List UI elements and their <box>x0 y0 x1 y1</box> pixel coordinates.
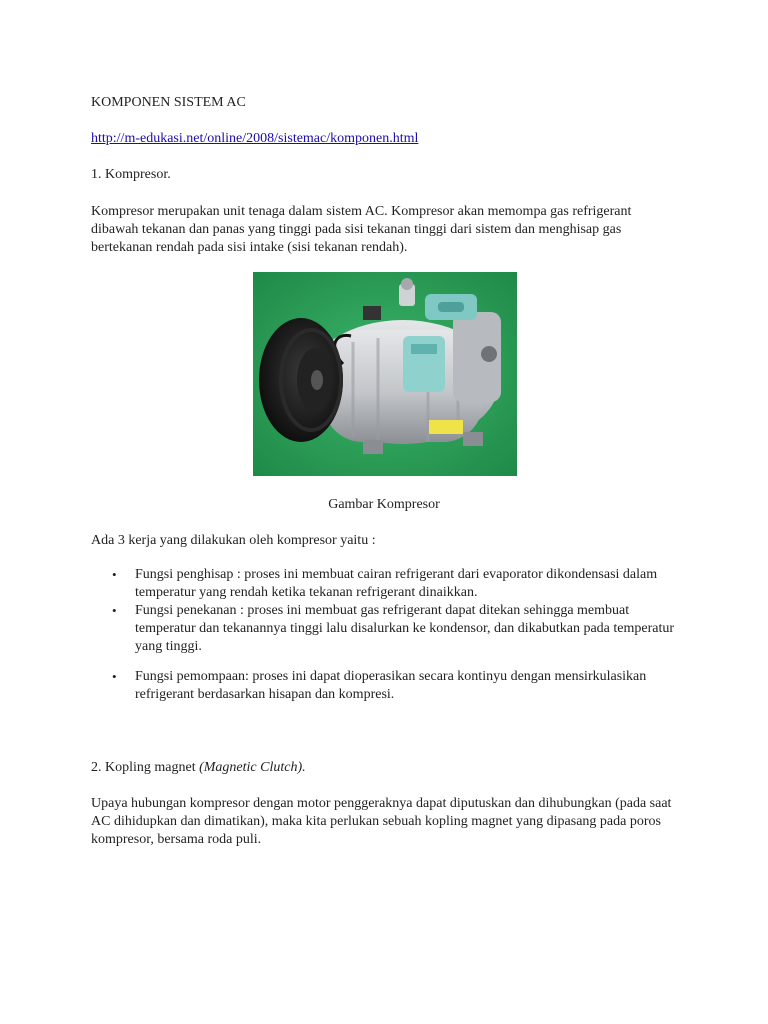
list-item-text: Fungsi pemompaan: proses ini dapat dioperasikan secara kontinyu dengan mensirkulasikan refrigerant berdasarkan hisapan dan kompresi. <box>135 669 647 702</box>
figure-caption: Gambar Kompresor <box>328 497 440 512</box>
section-2-paragraph: Upaya hubungan kompresor dengan motor penggeraknya dapat diputuskan dan dihubungkan (pada saat AC dihidupkan dan dimatikan), maka kita perlukan sebuah kopling magnet yang dipasang pada poros kompresor, bersama roda puli. <box>91 796 672 847</box>
section-2-heading-italic: (Magnetic Clutch). <box>199 760 306 775</box>
section-2-heading-text: 2. Kopling magnet <box>91 760 200 775</box>
section-1-paragraph: Kompresor merupakan unit tenaga dalam sistem AC. Kompresor akan memompa gas refrigerant dibawah tekanan dan panas yang tinggi pada sisi tekanan tinggi dari sistem dan menghisap gas bertekanan rendah pada sisi intake (sisi tekanan rendah). <box>91 204 632 255</box>
section-2-heading <box>91 759 681 777</box>
list-item <box>91 668 675 704</box>
list-item-text: Fungsi penghisap : proses ini membuat cairan refrigerant dari evaporator dikondensasi dalam temperatur yang rendah ketika tekanan refrigerant dinaikkan. <box>135 567 658 600</box>
compressor-photo <box>253 272 517 476</box>
list-item <box>91 566 675 602</box>
source-link[interactable]: http://m-edukasi.net/online/2008/sistemac/komponen.html <box>91 131 419 146</box>
functions-intro: Ada 3 kerja yang dilakukan oleh kompresor yaitu : <box>91 533 376 548</box>
section-1-heading: 1. Kompresor. <box>91 167 171 182</box>
functions-list <box>91 566 681 704</box>
list-item-text: Fungsi penekanan : proses ini membuat gas refrigerant dapat ditekan sehingga membuat temperatur dan tekanannya tinggi lalu disalurkan ke kondensor, dan dikabutkan pada temperatur yang tinggi. <box>135 603 675 654</box>
list-item <box>91 602 675 656</box>
document-title: KOMPONEN SISTEM AC <box>91 95 246 110</box>
